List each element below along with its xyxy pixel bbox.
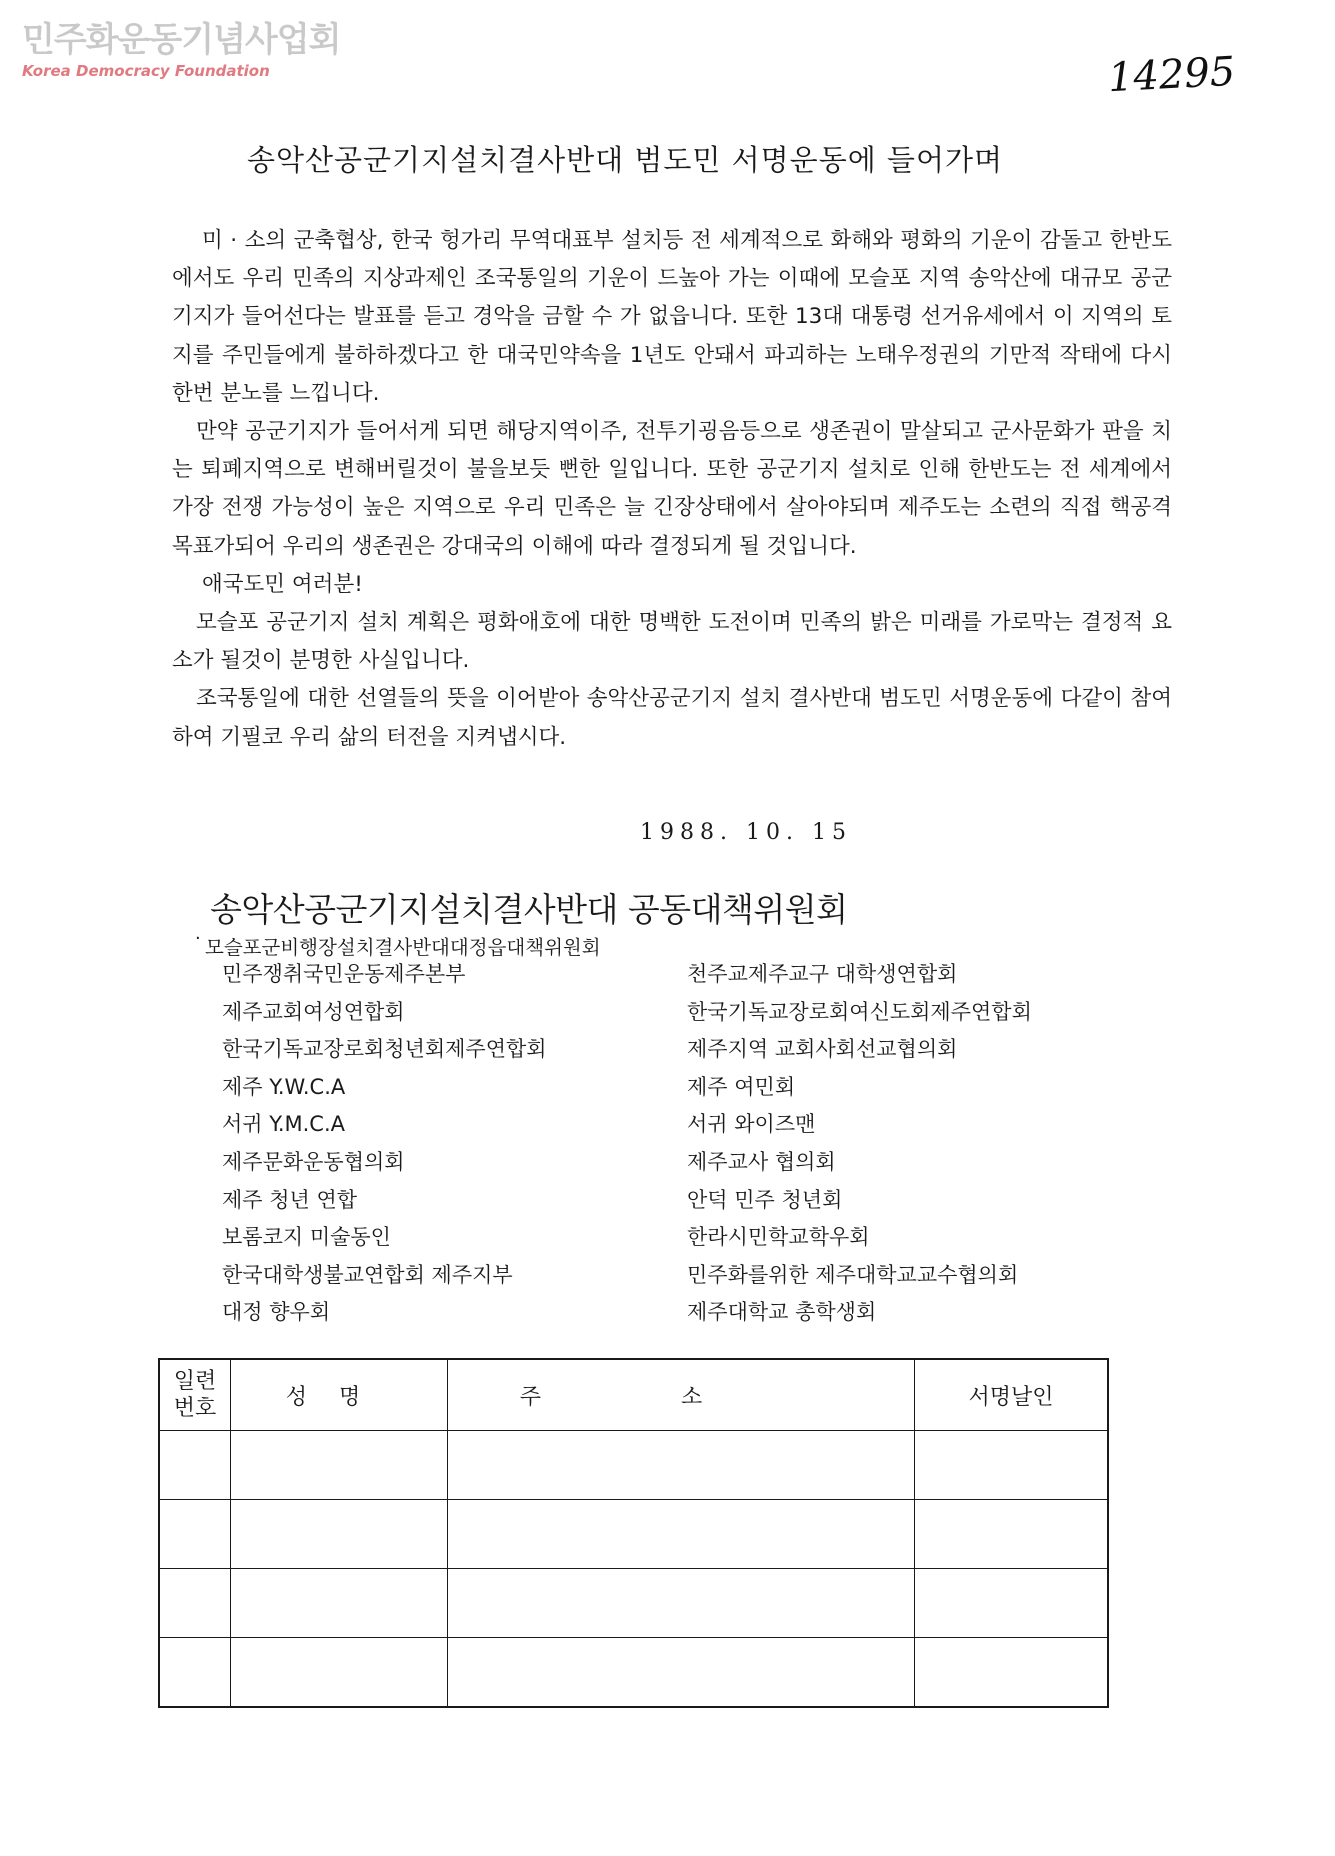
paragraph: 애국도민 여러분! <box>202 571 363 597</box>
member-organization: 제주문화운동협의회 <box>222 1149 405 1174</box>
header-address: 주소 <box>448 1359 915 1431</box>
member-organization: 보롬코지 미술동인 <box>222 1225 391 1250</box>
member-organization: 서귀 Y.M.C.A <box>222 1112 345 1137</box>
member-organization: 제주 여민회 <box>687 1074 796 1099</box>
member-organization: 대정 향우회 <box>222 1300 331 1325</box>
name-cell[interactable] <box>231 1431 448 1500</box>
serial-number-cell[interactable] <box>159 1500 231 1569</box>
member-organization: 제주 Y.W.C.A <box>222 1074 346 1099</box>
document-body <box>172 222 1172 757</box>
watermark-korean: 민주화운동기념사업회 <box>22 20 341 60</box>
signature-table <box>158 1358 1109 1708</box>
serial-number-cell[interactable] <box>159 1569 231 1638</box>
paragraph: 만약 공군기지가 들어서게 되면 해당지역이주, 전투기굉음등으로 생존권이 말살되고 군사문화가 판을 치는 퇴폐지역으로 변해버릴것이 불을보듯 뻔한 일입니다. 또한 공군기지 설치로 인해 한반도는 전 세계에서 가장 전쟁 가능성이 높은 지역으로 우리 민족은 늘 긴장상태에서 살아야되며 제주도는 소련의 직접 핵공격 목표가되어 우리의 생존권은 강대국의 이해에 따라 결정되게 될 것입니다. <box>172 419 1172 559</box>
member-organization: 한라시민학교학우회 <box>687 1225 870 1250</box>
member-organization: 한국기독교장로회청년회제주연합회 <box>222 1037 547 1062</box>
signature-cell[interactable] <box>915 1500 1109 1569</box>
member-organization: 민주화를위한 제주대학교교수협의회 <box>687 1262 1019 1287</box>
signature-cell[interactable] <box>915 1569 1109 1638</box>
member-organization: 제주대학교 총학생회 <box>687 1300 877 1325</box>
member-organization: 안덕 민주 청년회 <box>687 1187 843 1212</box>
table-header-row <box>159 1359 1108 1431</box>
member-organization: 민주쟁취국민운동제주본부 <box>222 962 466 986</box>
name-cell[interactable] <box>231 1638 448 1708</box>
serial-number-cell[interactable] <box>159 1638 231 1708</box>
header-name: 성명 <box>231 1359 448 1431</box>
member-organization: 한국대학생불교연합회 제주지부 <box>222 1262 513 1287</box>
watermark-english: Korea Democracy Foundation <box>22 62 270 80</box>
header-serial-number: 일련 번호 <box>159 1359 231 1431</box>
signature-cell[interactable] <box>915 1638 1109 1708</box>
paragraph: 조국통일에 대한 선열들의 뜻을 이어받아 송악산공군기지 설치 결사반대 범도민 서명운동에 다같이 참여하여 기필코 우리 삶의 터전을 지켜냅시다. <box>172 686 1172 750</box>
name-cell[interactable] <box>231 1569 448 1638</box>
address-cell[interactable] <box>448 1500 915 1569</box>
member-organization: 한국기독교장로회여신도회제주연합회 <box>687 999 1032 1024</box>
document-title: 송악산공군기지설치결사반대 범도민 서명운동에 들어가며 <box>246 143 1003 177</box>
serial-number-cell[interactable] <box>159 1431 231 1500</box>
member-organization: 천주교제주교구 대학생연합회 <box>687 962 958 986</box>
member-organization: · 모슬포군비행장설치결사반대대정읍대책위원회 <box>205 932 601 960</box>
table-row <box>159 1500 1108 1569</box>
member-organizations <box>222 962 1122 1325</box>
member-organization: 제주 청년 연합 <box>222 1187 358 1212</box>
header-signature: 서명날인 <box>915 1359 1109 1431</box>
member-organization: 제주교회여성연합회 <box>222 999 405 1024</box>
address-cell[interactable] <box>448 1431 915 1500</box>
paragraph: 미 · 소의 군축협상, 한국 헝가리 무역대표부 설치등 전 세계적으로 화해와 평화의 기운이 감돌고 한반도에서도 우리 민족의 지상과제인 조국통일의 기운이 드높아 가는 이때에 모슬포 지역 송악산에 대규모 공군기지가 들어선다는 발표를 듣고 경악을 금할 수 가 없읍니다. 또한 13대 대통령 선거유세에서 이 지역의 토지를 주민들에게 불하하겠다고 한 대국민약속을 1년도 안돼서 파괴하는 노태우정권의 기만적 작태에 다시한번 분노를 느낍니다. <box>172 228 1172 406</box>
name-cell[interactable] <box>231 1500 448 1569</box>
member-organization: 서귀 와이즈맨 <box>687 1112 816 1137</box>
table-row <box>159 1569 1108 1638</box>
member-organization: 제주교사 협의회 <box>687 1149 836 1174</box>
committee-name: 송악산공군기지설치결사반대 공동대책위원회 <box>210 890 848 929</box>
address-cell[interactable] <box>448 1569 915 1638</box>
document-date: 1988. 10. 15 <box>640 820 852 845</box>
table-row <box>159 1431 1108 1500</box>
table-row <box>159 1638 1108 1708</box>
paragraph: 모슬포 공군기지 설치 계획은 평화애호에 대한 명백한 도전이며 민족의 밝은 미래를 가로막는 결정적 요소가 될것이 분명한 사실입니다. <box>172 610 1172 674</box>
handwritten-page-number: 14295 <box>1106 48 1237 102</box>
address-cell[interactable] <box>448 1638 915 1708</box>
signature-cell[interactable] <box>915 1431 1109 1500</box>
member-organization: 제주지역 교회사회선교협의회 <box>687 1037 958 1062</box>
watermark <box>22 20 340 80</box>
